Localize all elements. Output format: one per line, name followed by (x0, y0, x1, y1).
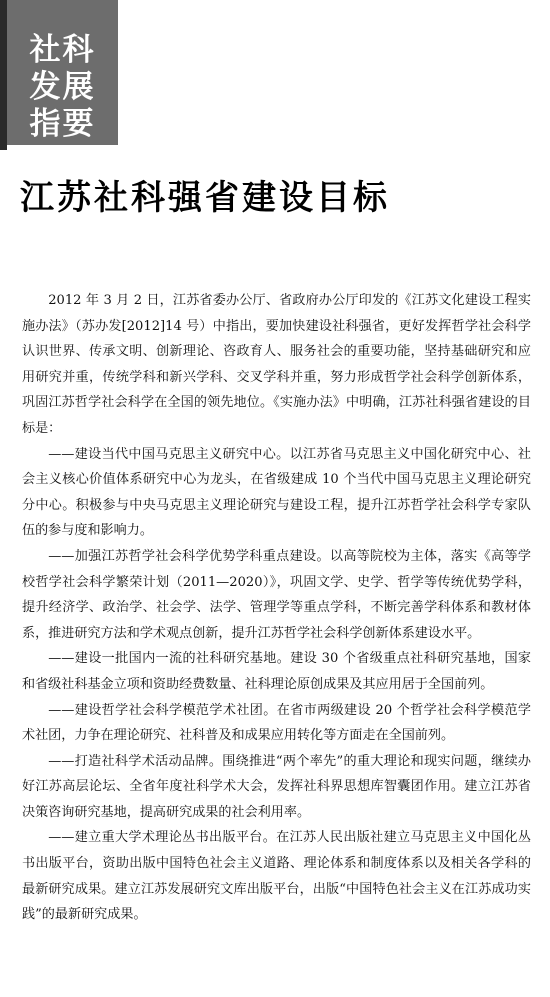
paragraph-goal-academic-events: ——打造社科学术活动品牌。围绕推进“两个率先”的重大理论和现实问题，继续办好江苏高层论坛、全省年度社科学术大会，发挥社科界思想库智囊团作用。建立江苏省决策咨询研究基地，提高研究成果的社会利用率。 (22, 753, 531, 820)
article-title: 江苏社科强省建设目标 (20, 178, 390, 218)
section-tag (7, 0, 118, 145)
paragraph-goal-research-bases: ——建设一批国内一流的社科研究基地。建设 30 个省级重点社科研究基地，国家和省级社科基金立项和资助经费数量、社科理论原创成果及其应用居于全国前列。 (22, 651, 531, 692)
paragraph-intro: 2012 年 3 月 2 日，江苏省委办公厅、省政府办公厅印发的《江苏文化建设工程实施办法》（苏办发[2012]14 号）中指出，要加快建设社科强省，更好发挥哲学社会科学认识世界、传承文明、创新理论、咨政育人、服务社会的重要功能，坚持基础研究和应用研究并重，传统学科和新兴学科、交叉学科并重，努力形成哲学社会科学创新体系，巩固江苏哲学社会科学在全国的领先地位。《实施办法》中明确，江苏社科强省建设的目标是： (22, 293, 531, 436)
left-edge-strip (0, 0, 7, 150)
paragraph-goal-publishing-platform: ——建立重大学术理论丛书出版平台。在江苏人民出版社建立马克思主义中国化丛书出版平台，资助出版中国特色社会主义道路、理论体系和制度体系以及相关各学科的最新研究成果。建立江苏发展研究文库出版平台，出版“中国特色社会主义在江苏成功实践”的最新研究成果。 (22, 830, 531, 923)
section-tag-line: 发展 (29, 69, 96, 105)
paragraph-goal-academic-societies: ——建设哲学社会科学模范学术社团。在省市两级建设 20 个哲学社会科学模范学术社团，力争在理论研究、社科普及和成果应用转化等方面走在全国前列。 (22, 702, 531, 744)
section-tag-line: 社科 (29, 32, 96, 68)
article-body (22, 288, 531, 928)
paragraph-goal-priority-disciplines: ——加强江苏哲学社会科学优势学科重点建设。以高等院校为主体，落实《高等学校哲学社会科学繁荣计划（2011—2020）》，巩固文学、史学、哲学等传统优势学科，提升经济学、政治学、社会学、法学、管理学等重点学科，不断完善学科体系和教材体系，推进研究方法和学术观点创新，提升江苏哲学社会科学创新体系建设水平。 (22, 548, 531, 641)
paragraph-goal-marxism-center: ——建设当代中国马克思主义研究中心。以江苏省马克思主义中国化研究中心、社会主义核心价值体系研究中心为龙头，在省级建成 10 个当代中国马克思主义理论研究分中心。积极参与中央马克思主义理论研究与建设工程，提升江苏哲学社会科学专家队伍的参与度和影响力。 (22, 446, 531, 539)
section-tag-line: 指要 (29, 106, 96, 142)
